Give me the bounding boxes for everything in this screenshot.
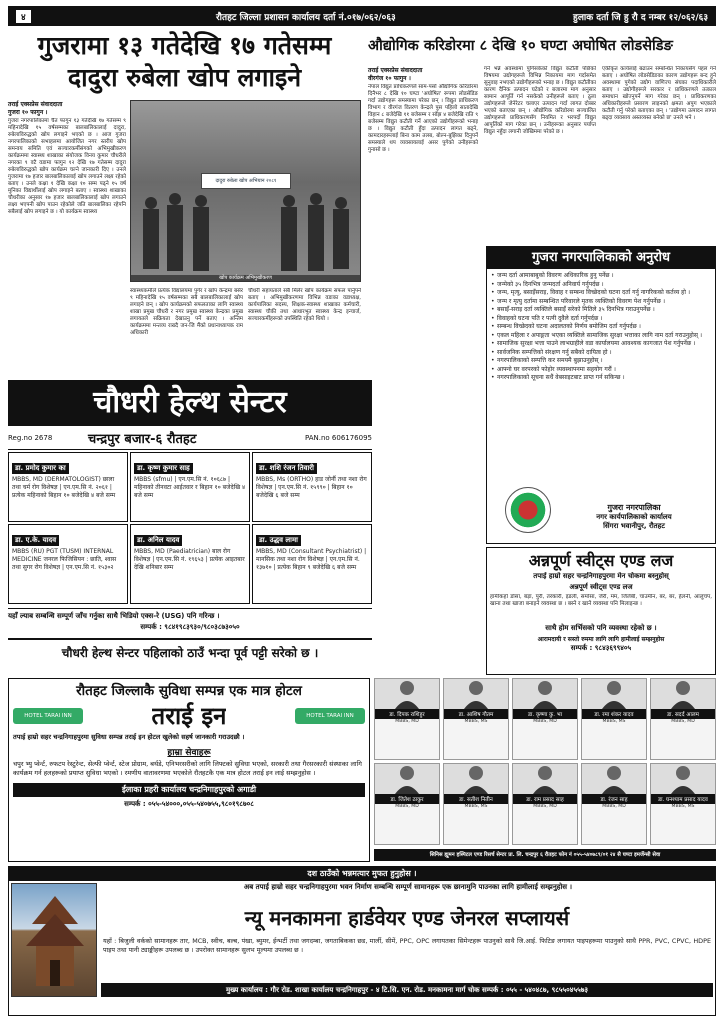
notice-item: • जन्म, मृत्यु, बसाइँसराइ, विवाह र सम्बन्ध विच्छेदको घटना दर्ता गर्नु नागरिकको कर्तव्य हो । <box>490 289 712 298</box>
lodge-title: अन्नपूर्ण स्वीट्स एण्ड लज <box>528 551 674 570</box>
article2-col2: गर्ने भन्ने अवस्थामा पुगिसकेको विद्युत कटौती पछिको विषयमा उद्योगहरूले विभिन्न निकायमा माग गर्दासमेत सुनुवाइ नभएको उद्योगीहरूको भनाइ छ । विद्युत कटौतीका कारण दैनिक उत्पादन घटेको र बजारमा माग अनुसार सामान आपूर्ति गर्न नसकेको उनीहरूले बताए । ठूला उद्योगहरूले जेनेरेटर चलाएर उत्पादन गर्दा लागत दोब्बर भएको बताएका छन् । औद्योगिक करिडोरमा सञ्चालित उद्योगहरूले प्राधिकरणसँग नियमित र भरपर्दो विद्युत आपूर्तिको माग गरेका छन् । उनीहरूका अनुसार पर्याप्त विद्युत नहुँदा लगानी जोखिममा परेको छ । <box>484 66 596 135</box>
doctor-qualification: MBBS, MS <box>602 719 626 724</box>
dateline: गुजरा १० फागुन । <box>8 109 48 116</box>
doctor-qualification: MBBS, MD <box>395 719 419 724</box>
doctor-qualification: MBBS, MD <box>671 719 695 724</box>
page-number: ४ <box>16 10 31 23</box>
hotel-services: चपुर भ्यु प्वेर्न्ट, रुफटप रेस्टुरेन्ट, सेल्फी प्वेर्न्ट, स्टेज प्रोग्राम, बर्थडे, एनिभरसरीको लागि लिफ्टको सुविधा भएको, सरकारी तथा गैरसरकारी संस्थाका लागि कार्यक्रम गर्न हलहरूको प्रयाप्त सुविधा भएको । रमणीय वातावरणमा भएकोले रौतहटकै एक मात्र होटल तराई इन लाई सम्झनुहोस । <box>13 760 362 777</box>
doctor-card: डा. प्रमोद कुमार का MBBS, MD (DERMATOLOGIST) छाला तथा चर्म रोग विशेषज्ञ | एन.एम.सि नं. २०६१ | प्रत्येक महिनाको बिहान १० बजेदेखि ४ बजे सम्म <box>8 452 128 522</box>
hotel-phone: सम्पर्क : ०५५-५४०००,०५५-५४०७५५,९८०१९८७०८ <box>124 800 254 808</box>
article-khop <box>8 30 361 378</box>
hotel-intro: तपाई हाम्रो सहर चन्द्रनिगाहपुरमा सुविधा सम्पन्न तराई इन होटल खुलेको सहर्ष जानकारी गराउदछौ । <box>13 733 245 741</box>
group-people-icon <box>131 191 360 281</box>
hardware-body: यहाँ : बिजुली वर्कको सामानहरू तार, MCB, स्वीच, बल्ब, पंखा, ब्युमर, ईन्भर्टी तथा जगदम्बा, जगताबिकका छड, मार्ली, सीमें, PPC, OPC लगायतका सिमेन्टहरू पाउनुको साथै जि.आई. फिटिङ लगायत पाइपहरूमा पाउनुको साथै PPR, PVC, CPVC, HDPE पाइप तथा पानी ट्याङ्कीहरू उपलब्ध छ । उपरोक्त सामानहरू सुलभ मूल्यमा उपलब्ध छ । <box>103 937 711 954</box>
doctor-qualification: MBBS, MD <box>533 719 557 724</box>
byline: तराई एक्सप्रेस संवाददाता <box>8 101 63 108</box>
lodge-ad <box>486 547 716 675</box>
hotel-sign-right: HOTEL TARAI INN <box>295 708 365 724</box>
notice-item: • नगरपालिकाको सम्पत्ति कर समयमै बुझाउनुहोस् । <box>490 357 712 366</box>
byline-2: तराई एक्सप्रेस संवाददाता <box>368 67 423 74</box>
lodge-motto: साथै होम सर्भिसको पनि व्यवस्था रहेको छ । <box>545 624 657 632</box>
headline-1: गुजरामा १३ गतेदेखि १७ गतेसम्म <box>37 31 332 60</box>
gujara-notice <box>486 246 716 544</box>
doctor-profile <box>650 678 716 760</box>
hospital-footer: सिनिस ह्युमन हस्पिटल एण्ड रिसर्च सेन्टर प्रा. लि. चन्द्रपुर ६ रौतहट फोन नं ०५५-५४०७८९/०१ २४ सै घण्टा इमर्जेन्सी सेवा <box>374 849 716 861</box>
header-registration: रौतहट जिल्ला प्रशासन कार्यालय दर्ता नं.०१७/०६२/०६३ <box>215 12 396 23</box>
lab-note: यहाँ ल्याब सम्बन्धि सम्पूर्ण जाँच गर्नुका साथै भिडियो एक्स-रे (USG) पनि गरिन्छ । <box>8 608 372 621</box>
notice-item: • जन्मेको ३५ दिनभित्र जन्मदर्ता अनिवार्य गर्नुपर्दछ । <box>490 281 712 290</box>
lodge-body: हामीकहाँ डोसा, बड़ा, पुरी, तरकारी, इडली, समोसा, जेरी, मम, जिलेबी, चाउमीन, बर, बर, हेलनी, आलुचप, खाना तथा खाजा बनाइने व्यवस्था छ । बस्ने र खाने व्यवस्था पनि मिलाइन्छ । <box>490 594 712 607</box>
notice-item: • सामाजिक सुरक्षा भत्ता पाउने लाभग्राहीले वडा कार्यालयमा आवश्यक कागजात पेश गर्नुपर्नेछ । <box>490 340 712 349</box>
temple-icon <box>12 884 98 998</box>
hotel-location: ईलाका प्रहरी कार्यालय चन्द्रनिगाहपुरको अगाडी <box>13 783 365 797</box>
page-header <box>8 6 716 26</box>
doctor-name: डा. कृष्णा कु. भा <box>513 709 577 719</box>
hotel-services-title: हाम्रा सेवाहरू <box>167 748 211 758</box>
notice-item: • आफ्नो घर वरपरको फोहोर व्यवस्थापनमा सहयोग गरौं । <box>490 366 712 375</box>
notice-item: • सम्बन्ध विच्छेदको घटना अदालतको निर्णय बमोजिम दर्ता गर्नुपर्दछ । <box>490 323 712 332</box>
doctor-qualification: MBBS, MS <box>464 804 488 809</box>
hardware-name: न्यू मनकामना हार्डवेयर एण्ड जेनरल सप्लायर्स <box>244 906 570 930</box>
doctor-card: डा. ए.के. यादव MBBS (RU) PGT (TUSM) INTERNAL MEDICINE जनरल फिजिसियन : छाति, श्वास तथा सुगर रोग विशेषज्ञ | एन.एम.सि नं. १५३०२ <box>8 524 128 604</box>
hardware-topline: दश ठाउँको भन्नमत्यार मुफत हुनुहोस । <box>9 867 715 881</box>
event-photo <box>130 100 361 282</box>
health-center-ad <box>8 380 372 708</box>
article-loadshedding <box>368 30 716 245</box>
office-name: गुजरा नगरपालिका <box>607 503 661 512</box>
photo-banner: दादुरा रुबेला खोप अभियान २०८१ <box>201 173 291 189</box>
photo-caption: खोप कार्यक्रम अभिमुखीकरण <box>131 275 360 281</box>
article-body: गुजरा नगरपालिकामा चैत फागुन १३ गतेदेखि १७ गतेसम्म ९ महिनादेखि १५ वर्षसम्मका बालबालिकालाई दादुरा, रुबेलाविरुद्धको खोप लगाइने भएको छ । आज गुजरा नगरपालिकाको सभाहलमा आयोजित नगर स्तरीय खोप समन्वय समिति एवं सञ्चारकर्मीसंगको अभिमुखीकरण कार्यक्रममा स्वास्थ्य शाखाका संयोजक विनय कुमार चौधरीले नगरका ९ वटै वडामा फागुन १२ देखि १७ गतेसम्म दादुरा रुबेलाविरुद्धको खोप कार्यक्रम चल्ने जानकारी दिए । उनले गुजरामा १७ हजार बालबालिकालाई खोप लगाउने लक्ष्य रहेको बताए । उनले कक्षा १ देखि कक्षा १० सम्म पढ्ने १५ वर्ष मुनिका विद्यार्थीलाई खोप लगाइने बताए । स्वास्थ्य शाखाका चौधरीका अनुसार १७ हजार बालबालिकालाई खोप लगाउने लक्ष्य भएपनी खोप पाउन रहेकोले जति बालबालिका रहेपनि सबैलाई खोप लगाइने छ । यो कार्यक्रम स्वास्थ्य <box>8 118 126 215</box>
notice-item: • जन्म र मृत्यु दर्तामा सम्बन्धित परिवारले मृतक व्यक्तिको विवरण पेश गर्नुपर्नेछ । <box>490 298 712 307</box>
nepal-emblem-icon <box>505 487 551 533</box>
doctor-profile <box>443 763 509 845</box>
hotel-sign-left: HOTEL TARAI INN <box>13 708 83 724</box>
doctor-photo-icon <box>513 764 577 794</box>
doctor-profile <box>581 763 647 845</box>
doctor-photo-icon <box>444 679 508 709</box>
reg-number: Reg.no 2678 <box>8 434 53 442</box>
lodge-order: आरामदायी र सस्तो रुममा लागि लागि हामीलाई सम्झनुहोस <box>537 636 665 643</box>
lodge-name: अन्नपूर्ण स्वीट्स एण्ड लज <box>569 583 633 591</box>
notice-item: • नगरपालिकाको सूचना सधैं वेबसाइटबाट प्राप्त गर्न सकिन्छ । <box>490 374 712 383</box>
notice-list <box>487 269 715 477</box>
health-center-name: चौधरी हेल्थ सेन्टर <box>8 380 372 426</box>
health-tagline: चौधरी हेल्थ सेन्टर पहिलाको ठाउँ भन्दा पूर्व पट्टी सरेको छ । <box>8 638 372 666</box>
article-col3: चौधरी सहायताले सबै मिलेर खोप कार्यक्रम सफल पार्नुपर्ने बताए । अभिमुखीकरणमा विभिन्न वडाका वडाध्यक्ष, कार्यपालिका सदस्य, शिक्षक-स्वास्थ्य शाखाका कर्मचारी, स्वास्थ्य चौकी तथा आधारभूत स्वास्थ्य केन्द्र इन्चार्ज, सञ्चारकर्मीहरूको उपस्थिति रहेको थियो । <box>248 288 361 322</box>
office-addr: सिंगरा भवानीपुर, रौतहट <box>603 522 665 530</box>
lodge-sub: तपाई हाम्रो सहर चन्द्रनिगाहपुरमा मेन चोकमा बस्नुहोस् <box>533 572 669 580</box>
doctor-name: डा. दिपक राशिहुर <box>375 709 439 719</box>
doctor-photo-icon <box>582 764 646 794</box>
notice-item: • जन्म दर्ता आमाबाबुको विवरण अधिकारिक हुनु पर्नेछ । <box>490 272 712 281</box>
temple-photo <box>11 883 97 997</box>
lodge-contact: ९८४३६९९४०५ <box>594 644 632 652</box>
doctor-card: डा. शशि रंजन तिवारी MBBS, Ms (ORTHO) हाड जोर्नी तथा नशा रोग विशेषज्ञ | एन.एम.सि नं. १५९९० | बिहान १० बजेदेखि ६ बजे सम्म <box>252 452 372 522</box>
header-postal: हुलाक दर्ता जि हु रौ द नम्बर १२/०६२/६३ <box>573 12 708 23</box>
doctor-qualification: MBBS, MS <box>671 804 695 809</box>
doctor-profile <box>512 678 578 760</box>
hardware-ad <box>8 866 716 1016</box>
headline-loadshedding: औद्योगिक करिडोरमा ८ देखि १० घण्टा अघोषित लोडसेडिङ <box>368 37 673 54</box>
doctor-card: डा. उद्धव लामा MBBS, MD (Consultant Psychiatrist) | मानसिक तथा नशा रोग विशेषज्ञ | एन.एम.सि नं. १३७१० | प्रत्येक बिहान ९ बजेदेखि ६ बजे सम्म <box>252 524 372 604</box>
lodge-contact-label: सम्पर्क : <box>570 644 593 652</box>
doctor-name: डा. घनश्याम प्रसाद यादव <box>651 794 715 804</box>
doctor-profile <box>512 763 578 845</box>
hotel-title: रौतहट जिल्लाकै सुविधा सम्पन्न एक मात्र होटल <box>76 683 302 699</box>
doctor-card: डा. अनिल यादव MBBS, MD (Paediatrician) बाल रोग विशेषज्ञ | एन.एम.सि नं. १९६५३ | प्रत्येक आइतबार देखि शनिबार सम्म <box>130 524 250 604</box>
hardware-footer: मुख्य कार्यालय : गौर रोड. शाखा कार्यालय चन्द्रनिगाहपुर - ४ टि.सि. एन. रोड. मनकामना मार्ग चोक सम्पर्क : ०५५ - ५४०४८७, ९८५५०४५५७३ <box>101 983 713 997</box>
doctor-profile <box>443 678 509 760</box>
doctor-qualification: MBBS, MD <box>395 804 419 809</box>
dateline-2: वीरगंज १० फागुन । <box>368 75 411 82</box>
doctor-profile <box>374 678 440 760</box>
gujara-title: गुजरा नगरपालिकाको अनुरोध <box>487 247 715 269</box>
doctor-profile <box>374 763 440 845</box>
health-contact: सम्पर्क : ९८४१९८३९३०/९८०३८७३०५० <box>140 623 240 631</box>
headline-2: दादुरा रुबेला खोप लगाइने <box>67 63 302 92</box>
doctor-photo-icon <box>375 679 439 709</box>
doctor-qualification: MBBS, MD <box>533 804 557 809</box>
notice-item: • विवाहको घटना पति र पत्नी दुवैले दर्ता गर्नुपर्दछ । <box>490 315 712 324</box>
hospital-doctors-panel <box>374 678 716 862</box>
doctor-photo-icon <box>513 679 577 709</box>
notice-item: • एकल महिला र अपाङ्गता भएका व्यक्तिले सामाजिक सुरक्षा भत्ताका लागि नाम दर्ता गराउनुहोस् । <box>490 332 712 341</box>
pan-number: PAN.no 606176095 <box>304 434 372 442</box>
doctor-name: डा. जितेश ठाकुर <box>375 794 439 804</box>
hotel-ad <box>8 678 370 862</box>
doctor-name: डा. सदर्द आलम <box>651 709 715 719</box>
doctor-name: डा. रंजन साह <box>582 794 646 804</box>
notice-item: • सार्वजनिक सम्पत्तिको संरक्षण गर्नु सबैको दायित्व हो । <box>490 349 712 358</box>
doctor-card: डा. कृष्ण कुमार साह MBBS (sfmu) | एन.एम.सि नं. १०६८७ | महिनाको तीनवटा आईतवार र बिहान १० बजेदेखि ४ बजे सम्म <box>130 452 250 522</box>
notice-item: • बसाइँ-सराइ दर्ता व्यक्तिले बसाइँ सरेको मितिले ३५ दिनभित्र गराउनुपर्नेछ । <box>490 306 712 315</box>
article2-col3: एकीकृत कार्यलाई बढाउन सम्बन्धित निकायसँग पहल गर्ने बताए । अघोषित लोडसेडिङका कारण उद्योगहरू बन्द हुने अवस्थामा पुगेको उद्योग वाणिज्य संघका पदाधिकारीले बताए । उद्योगीहरूले सरकार र प्राधिकरणले तत्काल समाधान खोज्नुपर्ने माग गरेका छन् । प्राधिकरणका अधिकारीहरूले प्रसारण लाइनको क्षमता अपुग भएकाले कटौती गर्नु परेको बताएका छन् । 'उद्योगमा उत्पादन लागत बढ्दा व्यवसाय अस्तव्यस्त बनेको छ' उनले भने । <box>602 66 716 121</box>
hardware-sub: अब तपाई हाम्रो सहर चन्द्रनिगाहपुरमा भवन निर्माण सम्बन्धि सम्पूर्ण सामानहरू एक छानामुनि पाउनका लागि हामीलाई सम्झनुहोस । <box>243 883 573 891</box>
doctor-name: डा. सतीश नितीन <box>444 794 508 804</box>
doctor-photo-icon <box>375 764 439 794</box>
doctor-profile <box>650 763 716 845</box>
doctor-photo-icon <box>444 764 508 794</box>
doctor-qualification: MBBS, MD <box>602 804 626 809</box>
article-col2: स्वास्थ्यकर्मीले प्रत्येक विद्यालयमा पुगेर र खोप केन्द्रमा बसेर ९ महिनादेखि १५ वर्षसम्मका सबै बालबालिकालाई खोप लगाइने छन् । खोप कार्यक्रमको सफलताका लागि स्वास्थ्य शाखा प्रमुख चौधरी र नगर प्रमुख स्वास्थ्य केन्द्रका प्रमुख लगायतले सक्रियता देखाउनु पर्ने बताए । अन्तिम कार्यक्रममा मन्तव्य राख्दै जन-जि मैंको प्रधानाध्यापक राम अधिकारी <box>130 288 243 336</box>
doctor-profile <box>581 678 647 760</box>
doctor-photo-icon <box>651 679 715 709</box>
doctor-name: डा. आशिष गौतम <box>444 709 508 719</box>
office-sub: नगर कार्यपालिकाको कार्यालय <box>596 513 672 521</box>
health-address: चन्द्रपुर बजार-६ रौतहट <box>88 432 197 447</box>
doctor-qualification: MBBS, MS <box>464 719 488 724</box>
doctor-name: डा. रमा शंकर यादव <box>582 709 646 719</box>
article2-col1: नेपाल विद्युत प्राधिकरणले साम-पर्सा औद्योगिक करिडोरमा दिनैभर ८ देखि १० घण्टा 'अघोषित' रूपमा लोडसेडिङ गर्दा उद्योगहरू समस्यामा परेका छन् । विद्युत प्राधिकरण विभाग र वीरगंज वितरण केन्द्रले पुस पहिलो सातादेखि विहान ८ बजेदेखि ११ बजेसम्म र साँझ ४ बजेदेखि राति ९ बजेसम्म विद्युत कटौती गर्ने आएको उद्योगीहरूको भनाइ छ । विद्युत कटौती हुँदा उत्पादन लागत बढ्ने, कामदारहरूलाई बिना काम तलब, बोल्न-बुझिका दिनुपर्ने समस्याले थप व्यवसायलाई असर पुगेको उनीहरूको गुनासो छ । <box>368 84 478 153</box>
doctor-name: डा. राम प्रसाद साह <box>513 794 577 804</box>
doctor-photo-icon <box>582 679 646 709</box>
doctor-photo-icon <box>651 764 715 794</box>
hotel-name: तराई इन <box>151 701 227 730</box>
